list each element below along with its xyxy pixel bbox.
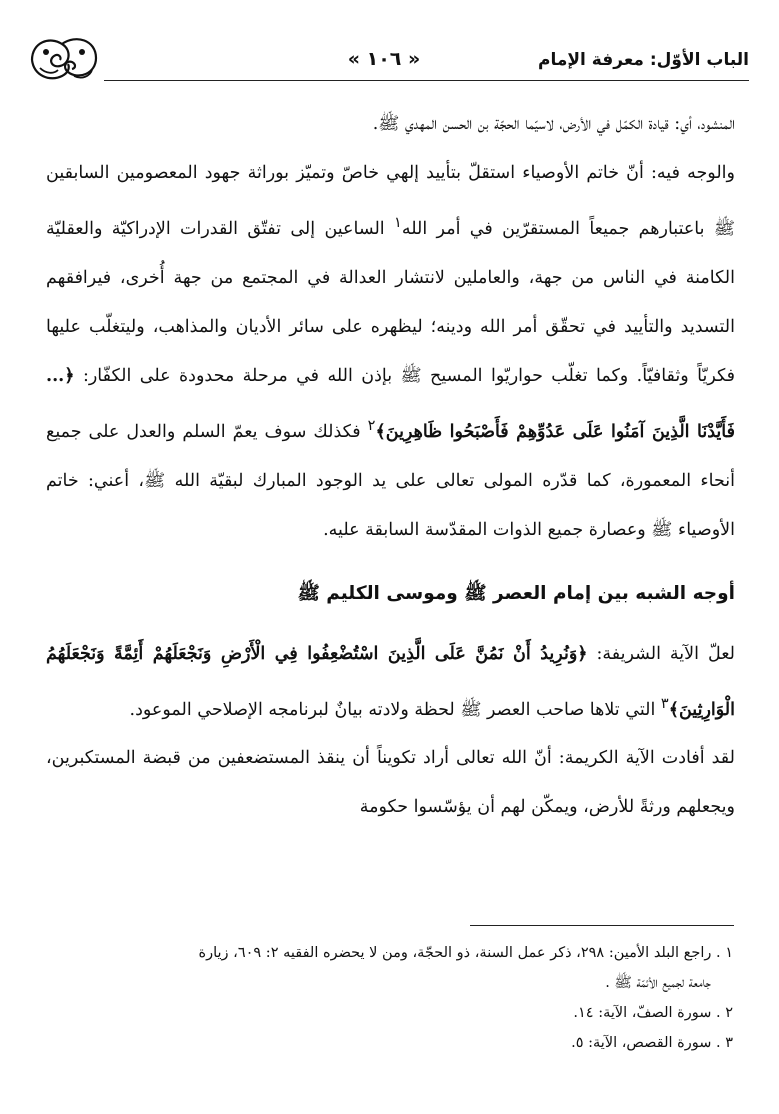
paragraph [46,149,735,555]
footnote: ١ . راجع البلد الأمين: ٢٩٨، ذكر عمل السنة، ذو الحجّة، ومن لا يحضره الفقيه ٢: ٦٠٩، زيارة [198,945,733,961]
ornament-icon [26,30,102,86]
paragraph-text: التي تلاها صاحب العصر ﷺ لحظة ولادته بيانٌ لبرنامجه الإصلاحي الموعود. [129,699,661,720]
paragraph: المنشود، أي: قيادة الكمّل في الأرض، لاسيّما الحجّة بن الحسن المهدي ﷺ. [372,114,735,134]
footnote-marker: ١ [393,214,402,231]
paragraph-text: فكذلك سوف يعمّ السلم والعدل على جميع أنحاء المعمورة، كما قدّره المولى تعالى على يد الوجود المبارك لبقيّة الله ﷺ، أعني: خاتم الأوصياء ﷺ وعصارة جميع الذوات المقدّسة السابقة عليه. [46,421,736,540]
paragraph-text: والوجه فيه: أنّ خاتم الأوصياء استقلّ بتأييد إلهي خاصّ وتميّز بوراثة جهود المعصومين السابقين ﷺ باعتبارهم جميعاً المستقرّين في أمر الله [46,163,735,239]
section-heading: أوجه الشبه بين إمام العصر ﷺ وموسى الكليم ﷺ [297,582,735,604]
quran-verse: ﴿وَنُرِيدُ أَنْ نَمُنَّ عَلَى الَّذِينَ اسْتُضْعِفُوا فِي الْأَرْضِ وَنَجْعَلَهُمْ أَئِمَّةً وَنَجْعَلَهُمُ الْوَارِثِينَ﴾ [46,643,735,720]
running-title: الباب الأوّل: معرفة الإمام [538,50,749,70]
page-header [26,30,749,86]
footnote: ٣ . سورة القصص، الآية: ٥. [571,1035,733,1051]
footnote-continuation: جامعة لجميع الأئمّة ﷺ . [605,975,711,991]
main-text [46,100,735,832]
page-number: « ١٠٦ » [347,48,421,70]
footnote-marker: ٣ [660,694,669,712]
header-rule [104,80,749,81]
quran-verse: ﴿... فَأَيَّدْنَا الَّذِينَ آمَنُوا عَلَى عَدُوِّهِمْ فَأَصْبَحُوا ظَاهِرِينَ﴾ [46,365,736,442]
paragraph: لقد أفادت الآية الكريمة: أنّ الله تعالى أراد تكويناً أن ينقذ المستضعفين من قبضة المستكبرين، ويجعلهم ورثةً للأرض، ويمكّن لهم أن يؤسّسوا حكومة [46,748,735,818]
paragraph-text: الساعين إلى تفتّق القدرات الإدراكيّة والعقليّة الكامنة في الناس من جهة، والعاملين لانتشار العدالة في المجتمع من جهة أُخرى، فيرافقهم التسديد والتأييد في تحقّق أمر الله ودينه؛ ليظهره على سائر الأديان والمذاهب، وليتغلّب عليها فكريّاً وثقافيّاً. وكما تغلّب حواريّوا المسيح ﷺ بإذن الله في مرحلة محدودة على الكفّار: [46,218,735,386]
footnotes [46,938,733,1058]
footnote-marker: ٢ [367,416,376,434]
paragraph-text: لعلّ الآية الشريفة: [587,643,736,664]
footnote-separator [470,925,734,926]
footnote: ٢ . سورة الصفّ، الآية: ١٤. [573,1005,733,1021]
paragraph [46,630,735,735]
